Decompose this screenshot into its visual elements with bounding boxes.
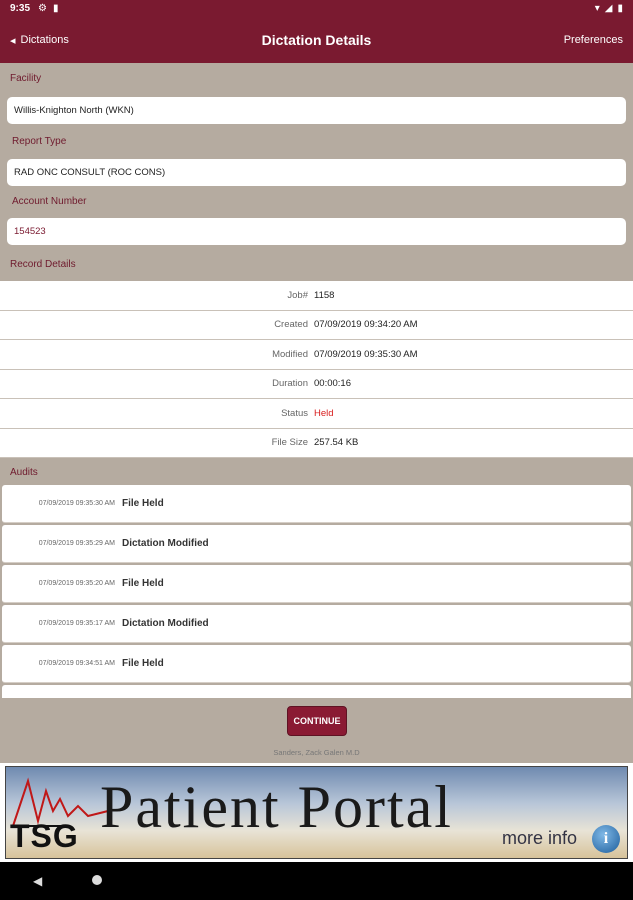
report-type-label: Report Type — [12, 136, 67, 147]
settings-icon: ⚙ — [38, 3, 47, 14]
more-info-link[interactable]: more info — [502, 828, 578, 848]
audit-timestamp: 07/09/2019 09:35:17 AM — [38, 620, 115, 627]
doctor-name: Sanders, Zack Galen M.D — [273, 748, 360, 757]
detail-key: Status — [281, 407, 308, 419]
nav-bar — [0, 17, 633, 63]
wifi-icon: ▾ — [594, 3, 600, 14]
audit-timestamp: 07/09/2019 09:35:29 AM — [38, 540, 115, 547]
detail-value: 07/09/2019 09:34:20 AM — [314, 319, 418, 331]
detail-row-file-size — [0, 429, 633, 459]
audit-event: Dictation Modified — [122, 538, 209, 549]
audit-timestamp: 07/09/2019 09:35:20 AM — [38, 580, 115, 587]
info-icon[interactable]: i — [592, 825, 620, 853]
detail-key: Job# — [287, 289, 308, 301]
signal-icon: ◢ — [604, 3, 613, 14]
preferences-button[interactable]: Preferences — [563, 34, 623, 46]
detail-row-status — [0, 399, 633, 429]
detail-row-modified — [0, 340, 633, 370]
detail-key: Created — [274, 319, 308, 331]
audit-event: Dictation Modified — [122, 618, 209, 629]
patient-portal-banner[interactable] — [0, 763, 633, 862]
audit-item[interactable] — [2, 605, 631, 643]
record-details-table — [0, 281, 633, 458]
sd-card-icon: ▮ — [52, 3, 59, 14]
audit-item[interactable] — [2, 645, 631, 683]
back-button[interactable] — [10, 34, 69, 47]
audit-item[interactable] — [2, 525, 631, 563]
banner-title: Patient Portal — [100, 774, 453, 840]
audit-item-partial[interactable] — [2, 685, 631, 698]
detail-key: Duration — [272, 378, 308, 390]
status-bar — [0, 0, 633, 17]
detail-row-job — [0, 281, 633, 311]
tsg-logo-text: TSG — [10, 818, 79, 854]
detail-key: Modified — [272, 348, 308, 360]
audit-timestamp: 07/09/2019 09:35:30 AM — [38, 500, 115, 507]
main-content[interactable] — [0, 63, 633, 698]
detail-row-duration — [0, 370, 633, 400]
audit-event: File Held — [122, 498, 164, 509]
status-value: Held — [314, 407, 334, 419]
audits-label: Audits — [10, 467, 38, 478]
page-title: Dictation Details — [261, 32, 372, 48]
detail-value: 07/09/2019 09:35:30 AM — [314, 348, 418, 360]
system-home-icon[interactable] — [92, 875, 102, 885]
facility-field[interactable]: Willis-Knighton North (WKN) — [7, 97, 626, 124]
detail-value: 257.54 KB — [314, 437, 359, 449]
chevron-left-icon: ◂ — [10, 34, 16, 47]
audit-item[interactable] — [2, 485, 631, 523]
report-type-field[interactable]: RAD ONC CONSULT (ROC CONS) — [7, 159, 626, 186]
battery-icon: ▮ — [617, 3, 623, 14]
audit-item[interactable] — [2, 565, 631, 603]
audit-event: File Held — [122, 578, 164, 589]
continue-button[interactable]: CONTINUE — [287, 706, 347, 736]
audit-event: File Held — [122, 658, 164, 669]
account-number-label: Account Number — [12, 196, 87, 207]
detail-value: 00:00:16 — [314, 378, 351, 390]
back-label: Dictations — [20, 34, 69, 46]
audits-list[interactable] — [0, 485, 633, 698]
system-nav-bar — [0, 862, 633, 900]
detail-row-created — [0, 311, 633, 341]
audit-timestamp: 07/09/2019 09:34:51 AM — [38, 660, 115, 667]
account-number-field[interactable]: 154523 — [7, 218, 626, 245]
record-details-label: Record Details — [10, 259, 76, 270]
footer — [0, 698, 633, 763]
detail-key: File Size — [271, 437, 308, 449]
status-time: 9:35 — [10, 3, 31, 14]
system-back-icon[interactable]: ◀ — [33, 874, 43, 888]
facility-label: Facility — [10, 73, 42, 84]
detail-value: 1158 — [314, 289, 335, 301]
